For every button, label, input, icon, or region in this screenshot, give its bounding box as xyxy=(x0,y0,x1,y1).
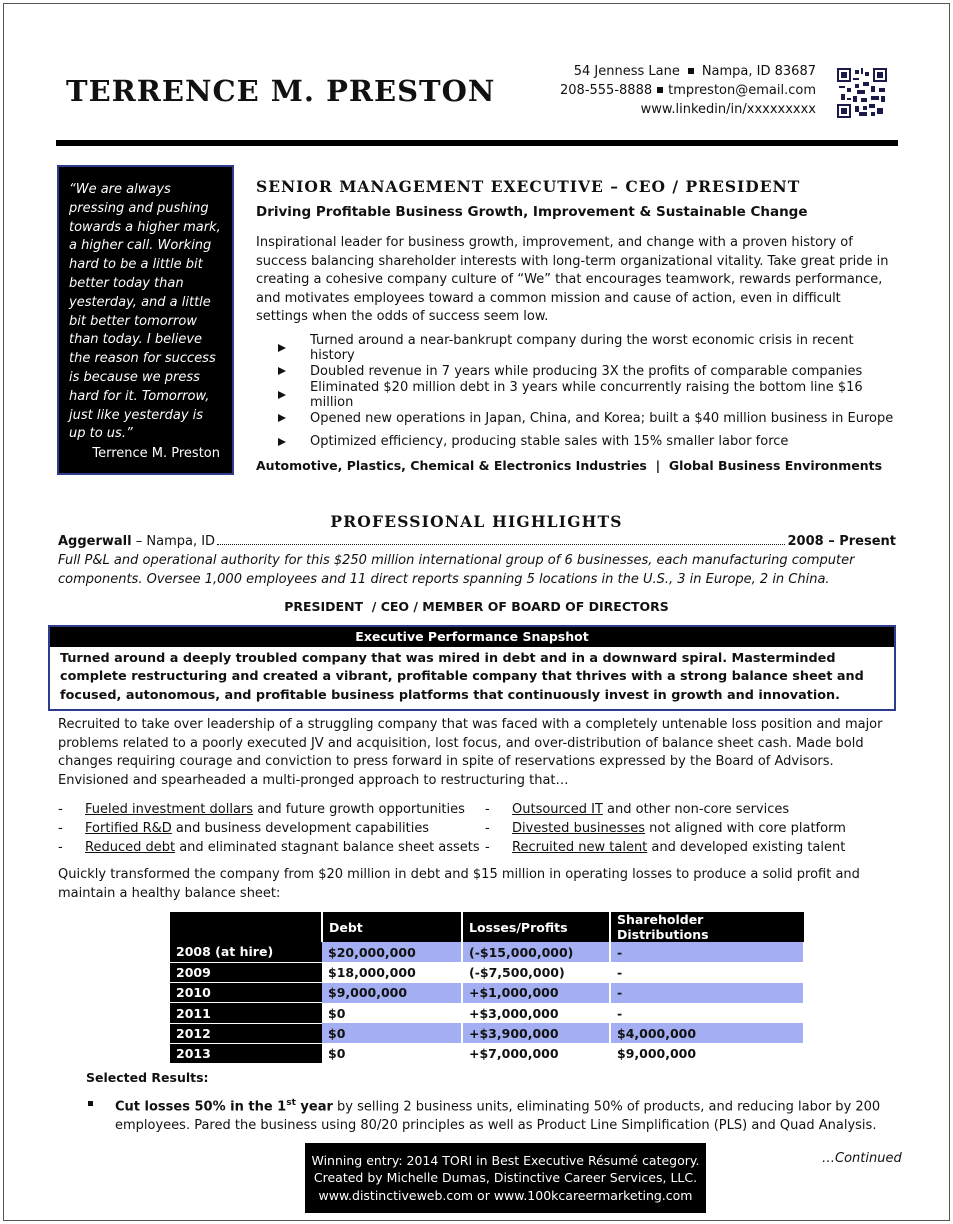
table-cell: $20,000,000 xyxy=(322,942,462,962)
result-text xyxy=(115,1094,886,1135)
table-cell: (-$15,000,000) xyxy=(462,942,610,962)
bullet-text: Eliminated $20 million debt in 3 years while concurrently raising the bottom line $16 million xyxy=(310,379,863,410)
result-bold: Cut losses 50% in the 1 xyxy=(115,1099,287,1115)
table-cell: - xyxy=(610,942,804,962)
table-cell: +$3,000,000 xyxy=(462,1003,610,1023)
separator-square-icon xyxy=(657,87,663,93)
summary-bullets xyxy=(278,332,898,454)
item-text: and eliminated stagnant balance sheet assets xyxy=(175,840,480,855)
table-cell: - xyxy=(610,1003,804,1023)
bullet-text: Doubled revenue in 7 years while producing 3X the profits of comparable companies xyxy=(310,363,863,379)
address: 54 Jenness Lane xyxy=(573,64,680,79)
underlined-text: Recruited new talent xyxy=(512,840,648,855)
industries-line: Automotive, Plastics, Chemical & Electronics Industries | Global Business Environments xyxy=(256,458,883,473)
item-text: not aligned with core platform xyxy=(645,821,846,836)
dash-bullet: - xyxy=(58,840,63,855)
table-row xyxy=(170,983,804,1003)
result-rest: by selling 2 business units, eliminating 50% of products, and reducing labor by 200 employees. Pared the business using 80/20 principles as well as Product Line Simplification (PLS) and Quad Analysis. xyxy=(115,1099,881,1134)
table-cell: 2013 xyxy=(170,1043,322,1063)
table-header-row xyxy=(170,912,804,942)
continued-note: …Continued xyxy=(822,1151,902,1166)
triangle-bullet-icon xyxy=(278,391,286,399)
dash-bullet: - xyxy=(58,821,63,836)
footer-links[interactable]: www.distinctiveweb.com or www.100kcareermarketing.com xyxy=(318,1187,693,1203)
table-cell: 2012 xyxy=(170,1023,322,1043)
quote-text: “We are always pressing and pushing towards a higher mark, a higher call. Working hard to be a little bit better today than yesterday, and a little bit better tomorrow than today. I believe the reason for success is because we press hard for it. Tomorrow, just like yesterday is up to us.” xyxy=(69,182,221,442)
table-cell: $0 xyxy=(322,1023,462,1043)
item-text: and business development capabilities xyxy=(171,821,430,836)
dash-bullet: - xyxy=(485,840,490,855)
table-cell: $0 xyxy=(322,1003,462,1023)
footer-credit xyxy=(305,1143,706,1213)
selected-results-title: Selected Results: xyxy=(86,1070,209,1085)
underlined-text: Fortified R&D xyxy=(85,821,172,836)
item-text: and other non-core services xyxy=(602,802,790,817)
underlined-text: Divested businesses xyxy=(512,821,645,836)
table-cell: (-$7,500,000) xyxy=(462,962,610,982)
job-line xyxy=(58,534,896,549)
item-text: and future growth opportunities xyxy=(253,802,465,817)
underlined-text: Fueled investment dollars xyxy=(85,802,254,817)
underlined-text: Outsourced IT xyxy=(512,802,603,817)
list-item xyxy=(86,1094,886,1135)
snapshot-title: Executive Performance Snapshot xyxy=(50,627,894,647)
triangle-bullet-icon xyxy=(278,438,286,446)
table-cell: $18,000,000 xyxy=(322,962,462,982)
transformation-paragraph: Quickly transformed the company from $20 million in debt and $15 million in operating losses to produce a solid profit and maintain a healthy balance sheet: xyxy=(58,867,860,901)
result-bold: year xyxy=(295,1099,333,1115)
qr-code-icon[interactable] xyxy=(837,68,887,118)
bullet-text: Optimized efficiency, producing stable sales with 15% smaller labor force xyxy=(310,434,789,450)
list-item xyxy=(278,430,898,454)
quote-box xyxy=(57,165,234,475)
highlights-title: PROFESSIONAL HIGHLIGHTS xyxy=(330,512,623,531)
table-cell: +$1,000,000 xyxy=(462,983,610,1003)
table-header: Shareholder Distributions xyxy=(610,912,804,942)
job-role: PRESIDENT / CEO / MEMBER OF BOARD OF DIRECTORS xyxy=(284,599,669,614)
underlined-text: Reduced debt xyxy=(85,840,176,855)
list-item xyxy=(278,332,898,363)
dash-bullet: - xyxy=(485,821,490,836)
job-dates: 2008 – Present xyxy=(787,534,896,549)
table-row xyxy=(170,962,804,982)
left-achievements xyxy=(58,800,480,857)
contact-block xyxy=(560,62,816,119)
table-header: Debt xyxy=(322,912,462,942)
dash-bullet: - xyxy=(58,802,63,817)
list-item xyxy=(485,819,846,838)
email-link[interactable]: tmpreston@email.com xyxy=(668,83,816,98)
header-rule xyxy=(56,140,898,146)
table-header xyxy=(170,912,322,942)
quote-author: Terrence M. Preston xyxy=(92,446,220,462)
snapshot-text: Turned around a deeply troubled company that was mired in debt and in a downward spiral. Masterminded complete restructuring and created a vibrant, profitable company that thrives with a strong balance sheet and focused, autonomous, and profitable business platforms that continuously invest in growth and innovation. xyxy=(60,651,864,703)
list-item xyxy=(278,407,898,431)
table-cell: 2009 xyxy=(170,962,322,982)
candidate-name: TERRENCE M. PRESTON xyxy=(66,74,496,108)
financial-table xyxy=(170,912,805,1064)
square-bullet-icon xyxy=(88,1101,93,1106)
company-location: – Nampa, ID xyxy=(135,534,216,549)
bullet-text: Turned around a near-bankrupt company during the worst economic crisis in recent history xyxy=(310,332,854,363)
separator-square-icon xyxy=(688,68,694,74)
table-cell: - xyxy=(610,983,804,1003)
list-item xyxy=(58,819,480,838)
table-row xyxy=(170,1023,804,1043)
linkedin-link[interactable]: www.linkedin/in/xxxxxxxxx xyxy=(640,102,816,117)
footer-line: Winning entry: 2014 TORI in Best Executive Résumé category. xyxy=(311,1153,700,1168)
table-cell: - xyxy=(610,962,804,982)
table-cell: 2008 (at hire) xyxy=(170,942,322,962)
summary-paragraph: Inspirational leader for business growth, improvement, and change with a proven history of success balancing shareholder interests with long-term organizational vitality. Take great pride in creating a cohesive company culture of “We” that encourages teamwork, rewards performance, and motivates employees toward a common mission and cause of action, even in difficult settings when the odds of success seem low. xyxy=(256,235,889,325)
company-name: Aggerwall xyxy=(58,534,132,549)
table-cell: $9,000,000 xyxy=(322,983,462,1003)
table-row xyxy=(170,942,804,962)
triangle-bullet-icon xyxy=(278,414,286,422)
bullet-text: Opened new operations in Japan, China, and Korea; built a $40 million business in Europe xyxy=(310,410,894,426)
list-item xyxy=(58,838,480,857)
table-cell: 2010 xyxy=(170,983,322,1003)
summary-subtitle: Driving Profitable Business Growth, Improvement & Sustainable Change xyxy=(256,204,808,220)
result-sup: st xyxy=(286,1098,296,1108)
footer-line: Created by Michelle Dumas, Distinctive Career Services, LLC. xyxy=(313,1170,698,1186)
table-cell: +$3,900,000 xyxy=(462,1023,610,1043)
table-row xyxy=(170,1043,804,1063)
phone: 208-555-8888 xyxy=(560,83,653,98)
snapshot-box xyxy=(48,625,896,711)
right-achievements xyxy=(485,800,846,857)
job-description: Full P&L and operational authority for this $250 million international group of 6 businesses, each manufacturing computer components. Oversee 1,000 employees and 11 direct reports spanning 5 locations in the U.S., 3 in Europe, 2 in China. xyxy=(58,553,855,587)
restructuring-paragraph: Recruited to take over leadership of a struggling company that was faced with a completely untenable loss position and major problems related to a poorly executed JV and acquisition, lost focus, and over-distribution of balance sheet cash. Made bold changes requiring courage and conviction to press forward in spite of reservations expressed by the Board of Advisors. Envisioned and spearheaded a multi-pronged approach to restructuring that… xyxy=(58,717,883,788)
table-cell: +$7,000,000 xyxy=(462,1043,610,1063)
list-item xyxy=(278,379,898,410)
triangle-bullet-icon xyxy=(278,367,286,375)
list-item xyxy=(485,800,846,819)
table-row xyxy=(170,1003,804,1023)
dash-bullet: - xyxy=(485,802,490,817)
table-cell: $0 xyxy=(322,1043,462,1063)
table-header: Losses/Profits xyxy=(462,912,610,942)
table-cell: $9,000,000 xyxy=(610,1043,804,1063)
dotted-leader xyxy=(217,534,785,545)
list-item xyxy=(485,838,846,857)
summary-title: SENIOR MANAGEMENT EXECUTIVE – CEO / PRESIDENT xyxy=(256,177,801,196)
table-cell: 2011 xyxy=(170,1003,322,1023)
table-cell: $4,000,000 xyxy=(610,1023,804,1043)
list-item xyxy=(58,800,480,819)
city: Nampa, ID 83687 xyxy=(701,64,816,79)
item-text: and developed existing talent xyxy=(647,840,846,855)
triangle-bullet-icon xyxy=(278,344,286,352)
